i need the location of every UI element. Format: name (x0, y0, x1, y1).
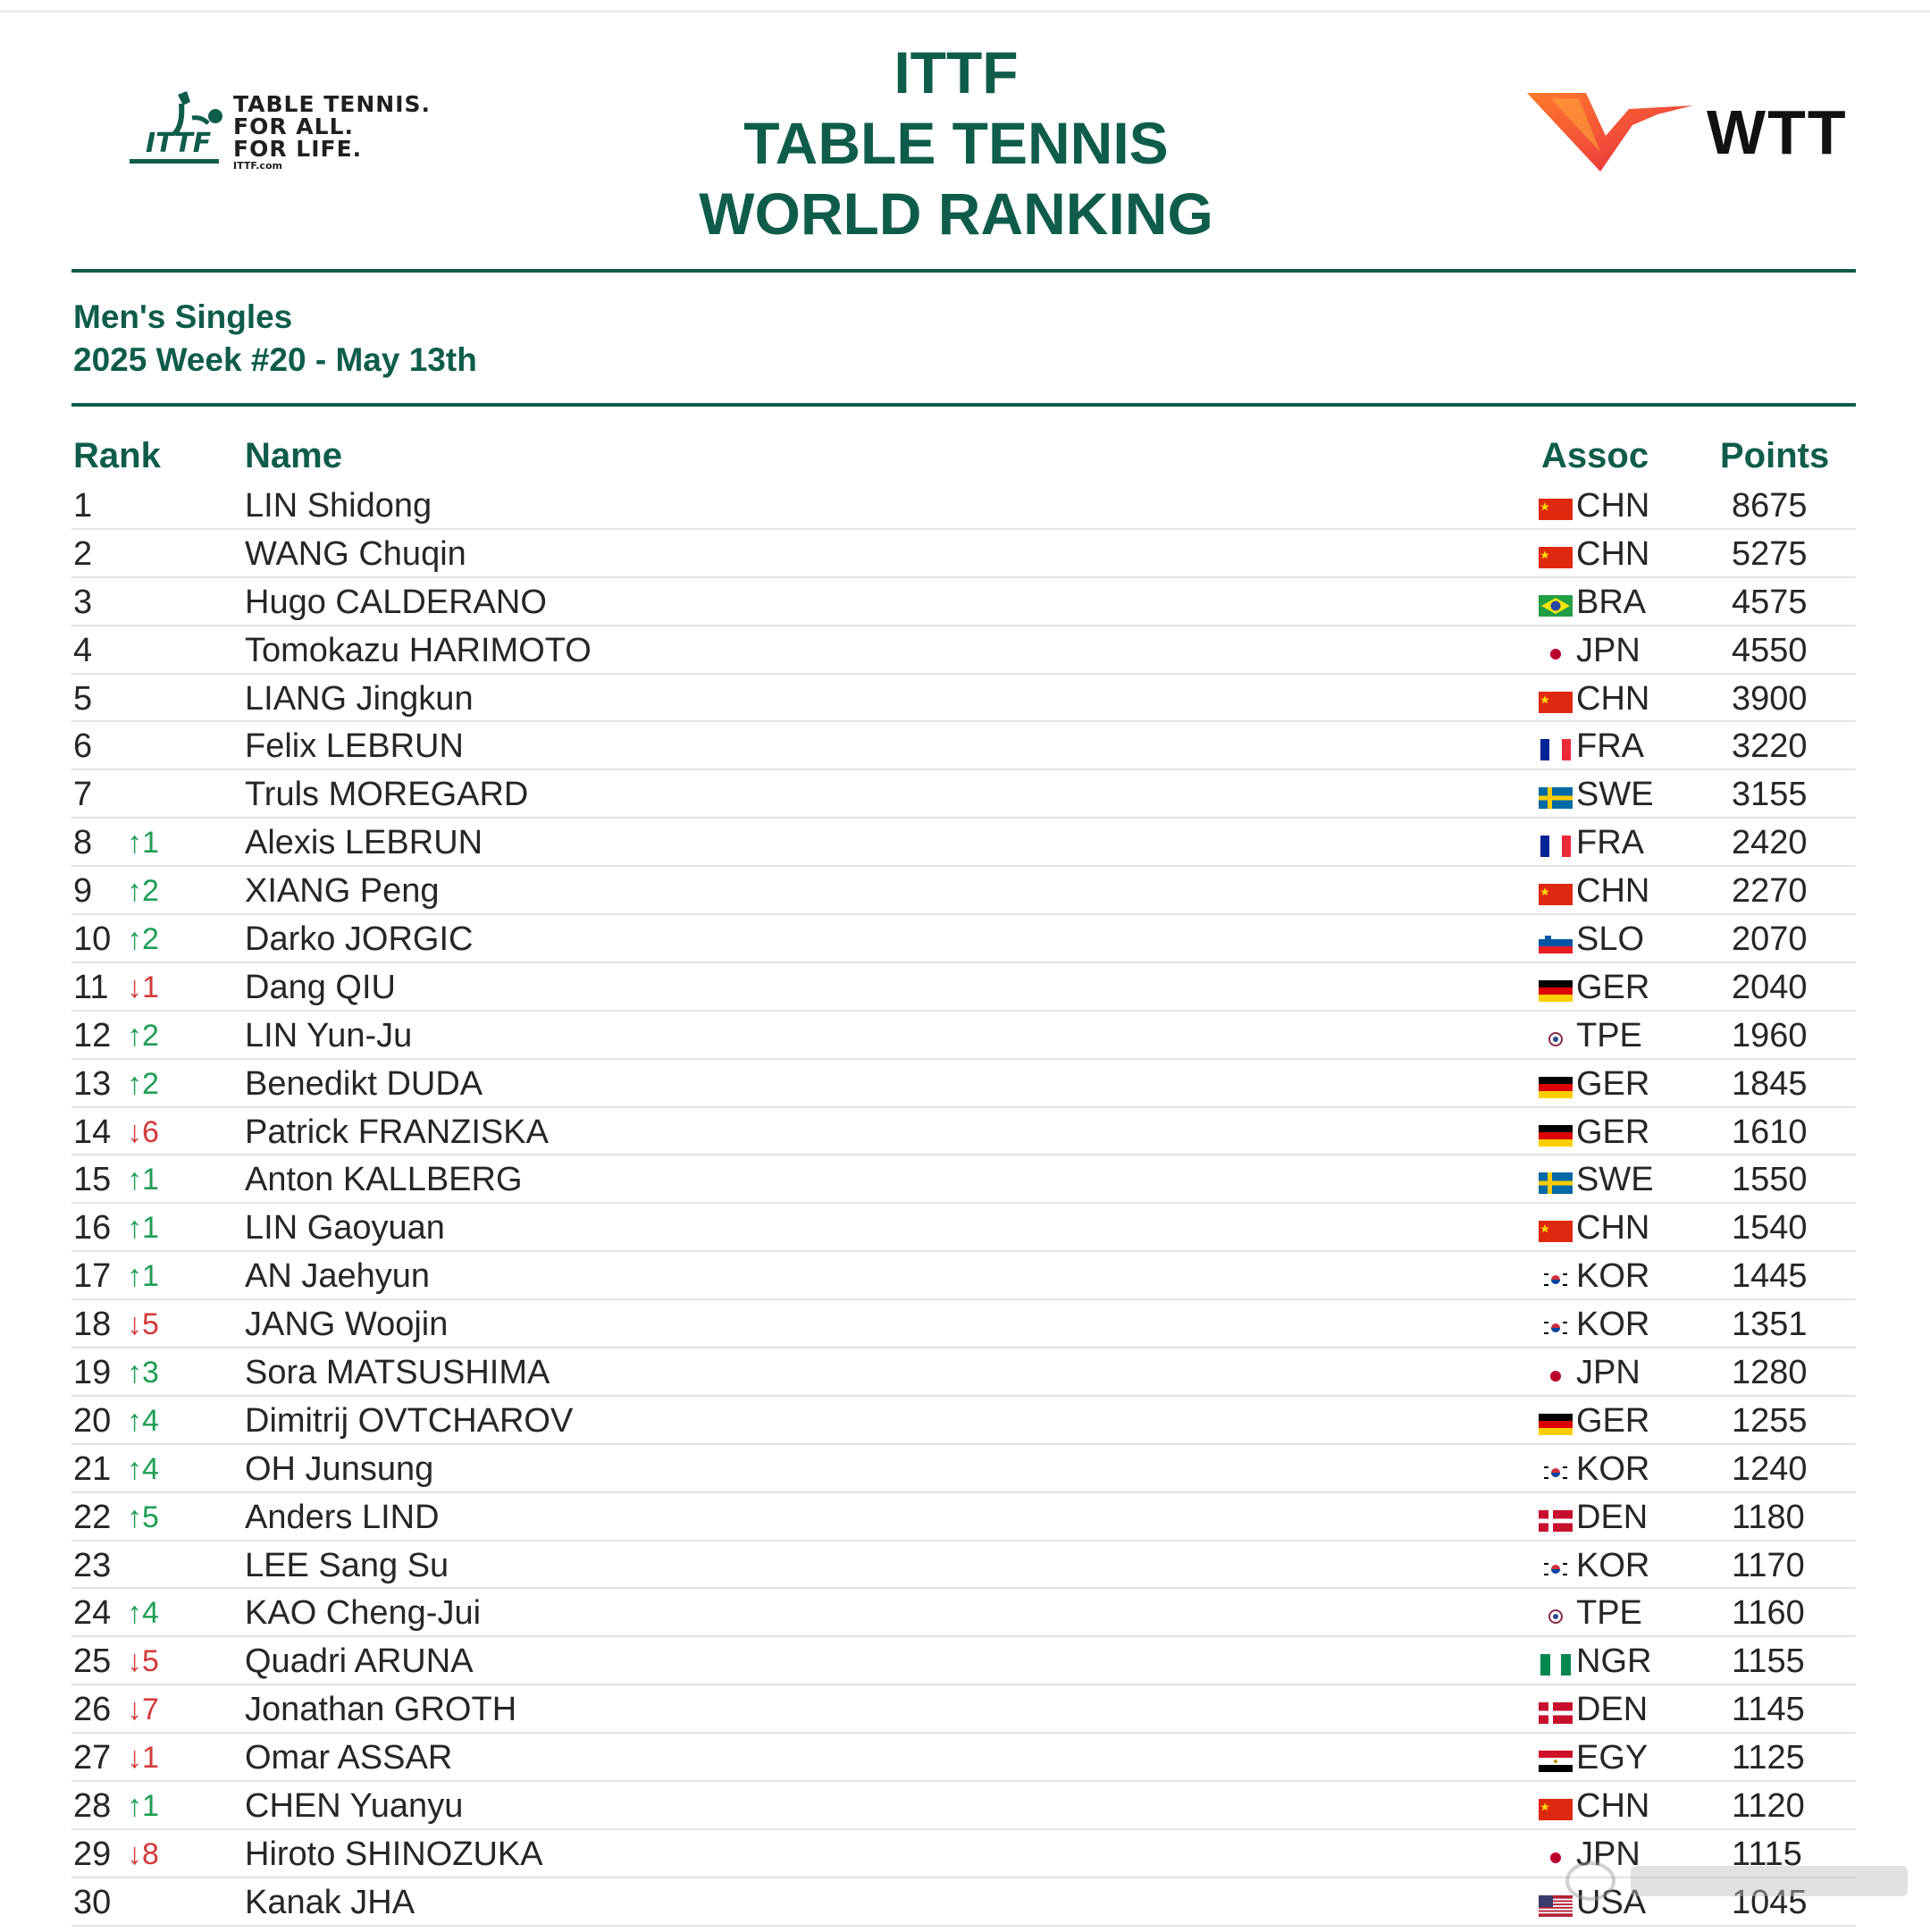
table-row (71, 578, 1856, 626)
assoc-code: SWE (1576, 1161, 1654, 1199)
assoc-code: SLO (1576, 920, 1645, 959)
rank-change: ↓1 (127, 1741, 159, 1776)
points-cell: 1180 (1732, 1498, 1805, 1536)
ittf-mark-text: ITTF (146, 128, 212, 159)
player-name: CHEN Yuanyu (245, 1787, 464, 1826)
player-name: Hugo CALDERANO (245, 583, 547, 621)
wtt-text: WTT (1707, 97, 1848, 167)
brazil-flag-icon (1539, 595, 1573, 617)
assoc-code: JPN (1576, 1354, 1640, 1392)
rank-cell: 20 (73, 1401, 112, 1440)
table-header (71, 429, 1856, 483)
table-row (71, 819, 1856, 867)
assoc-code: GER (1576, 1113, 1650, 1151)
wtt-logo (1523, 89, 1863, 179)
player-name: OH Junsung (245, 1449, 434, 1488)
france-flag-icon (1539, 739, 1573, 760)
player-name: LIN Gaoyuan (245, 1209, 445, 1247)
column-rank: Rank (73, 436, 161, 475)
header-rule (71, 269, 1856, 273)
assoc-code: CHN (1576, 872, 1650, 911)
rank-change: ↑2 (127, 1066, 159, 1101)
denmark-flag-icon (1539, 1702, 1573, 1724)
top-divider (0, 11, 1930, 13)
points-cell: 3220 (1732, 727, 1808, 766)
player-name: Dang QIU (245, 968, 396, 1006)
points-cell: 3900 (1732, 679, 1808, 718)
slovenia-flag-icon (1539, 932, 1573, 953)
subtitle-rule (71, 403, 1856, 407)
player-name: Truls MOREGARD (245, 776, 529, 814)
points-cell: 1550 (1732, 1161, 1808, 1199)
rank-change: ↑2 (127, 922, 159, 957)
points-cell: 1351 (1732, 1306, 1808, 1344)
table-row (71, 675, 1856, 723)
rank-cell: 9 (73, 872, 93, 911)
rank-change: ↑2 (127, 1018, 159, 1053)
rank-change: ↓5 (127, 1307, 159, 1342)
rank-cell: 26 (73, 1691, 112, 1729)
china-flag-icon (1539, 884, 1573, 905)
table-row (71, 1445, 1856, 1493)
player-name: XIANG Peng (245, 872, 440, 911)
assoc-code: JPN (1576, 1835, 1640, 1873)
assoc-code: TPE (1576, 1016, 1642, 1054)
denmark-flag-icon (1539, 1510, 1573, 1532)
table-row (71, 1685, 1856, 1734)
rank-cell: 10 (73, 920, 112, 959)
rank-cell: 25 (73, 1642, 112, 1681)
table-row (71, 1155, 1856, 1204)
assoc-code: CHN (1576, 534, 1650, 573)
table-row (71, 1637, 1856, 1685)
rank-change: ↑1 (127, 1259, 159, 1294)
rank-change: ↑4 (127, 1596, 159, 1631)
chinese-taipei-flag-icon (1539, 1606, 1573, 1627)
assoc-code: DEN (1576, 1498, 1649, 1536)
ittf-paddle-icon (128, 89, 231, 174)
table-row (71, 867, 1856, 915)
sweden-flag-icon (1539, 1172, 1573, 1194)
assoc-code: CHN (1576, 679, 1650, 718)
points-cell: 8675 (1732, 487, 1808, 525)
rank-cell: 6 (73, 727, 93, 766)
points-cell: 1045 (1732, 1883, 1808, 1921)
rank-cell: 11 (73, 968, 109, 1006)
france-flag-icon (1539, 836, 1573, 857)
rank-change: ↑1 (127, 1163, 159, 1197)
rank-change: ↑4 (127, 1451, 159, 1486)
rank-cell: 1 (73, 487, 93, 525)
table-row (71, 1348, 1856, 1397)
table-row (71, 1108, 1856, 1156)
rank-cell: 16 (73, 1209, 112, 1247)
rank-cell: 12 (73, 1016, 112, 1054)
assoc-code: EGY (1576, 1739, 1649, 1777)
germany-flag-icon (1539, 1077, 1573, 1098)
rank-cell: 19 (73, 1354, 112, 1392)
rank-change: ↑1 (127, 1789, 159, 1824)
player-name: Benedikt DUDA (245, 1064, 483, 1103)
table-row (71, 722, 1856, 770)
title-line: WORLD RANKING (699, 181, 1213, 247)
rank-change: ↑2 (127, 874, 159, 909)
rank-cell: 3 (73, 583, 93, 621)
rank-cell: 23 (73, 1546, 112, 1584)
japan-flag-icon (1539, 1365, 1573, 1387)
ranking-table (71, 482, 1856, 1927)
korea-flag-icon (1539, 1558, 1573, 1580)
china-flag-icon (1539, 499, 1573, 520)
chinese-taipei-flag-icon (1539, 1029, 1573, 1050)
table-row (71, 1397, 1856, 1445)
points-cell: 4575 (1732, 583, 1808, 621)
rank-change: ↑1 (127, 826, 159, 861)
points-cell: 1960 (1732, 1016, 1808, 1054)
player-name: LIANG Jingkun (245, 679, 474, 718)
player-name: JANG Woojin (245, 1306, 449, 1344)
player-name: Sora MATSUSHIMA (245, 1354, 550, 1392)
rank-cell: 30 (73, 1883, 112, 1921)
table-row (71, 963, 1856, 1012)
player-name: Anton KALLBERG (245, 1161, 523, 1199)
table-row (71, 1204, 1856, 1252)
ittf-tagline (233, 93, 431, 172)
table-row (71, 1782, 1856, 1830)
assoc-code: KOR (1576, 1546, 1650, 1584)
points-cell: 2420 (1732, 824, 1808, 862)
points-cell: 5275 (1732, 534, 1808, 573)
player-name: AN Jaehyun (245, 1257, 431, 1296)
rank-change: ↓6 (127, 1114, 159, 1149)
points-cell: 1120 (1732, 1787, 1805, 1826)
assoc-code: BRA (1576, 583, 1647, 621)
rank-cell: 22 (73, 1498, 112, 1536)
player-name: LIN Shidong (245, 487, 432, 525)
table-row (71, 482, 1856, 530)
player-name: Anders LIND (245, 1498, 440, 1536)
tagline-line: FOR ALL. (233, 113, 354, 139)
points-cell: 1160 (1732, 1594, 1805, 1633)
germany-flag-icon (1539, 980, 1573, 1002)
korea-flag-icon (1539, 1462, 1573, 1483)
assoc-code: GER (1576, 1064, 1650, 1103)
ranking-subtitle (73, 296, 477, 382)
rank-cell: 21 (73, 1449, 112, 1488)
assoc-code: TPE (1576, 1594, 1642, 1633)
tagline-line: TABLE TENNIS. (233, 91, 432, 117)
rank-cell: 14 (73, 1113, 112, 1151)
points-cell: 2070 (1732, 920, 1808, 959)
player-name: LEE Sang Su (245, 1546, 449, 1584)
rank-change: ↓1 (127, 970, 159, 1004)
rank-cell: 18 (73, 1306, 112, 1344)
rank-change: ↓5 (127, 1644, 159, 1679)
rank-change: ↓8 (127, 1836, 159, 1871)
rank-cell: 24 (73, 1594, 112, 1633)
rank-change: ↓7 (127, 1693, 159, 1727)
player-name: WANG Chuqin (245, 534, 466, 573)
tagline-line: FOR LIFE. (233, 136, 363, 162)
assoc-code: KOR (1576, 1306, 1650, 1344)
assoc-code: FRA (1576, 824, 1644, 862)
rank-change: ↑4 (127, 1403, 159, 1438)
table-row (71, 1252, 1856, 1300)
points-cell: 1145 (1732, 1691, 1805, 1729)
table-row (71, 915, 1856, 963)
assoc-code: CHN (1576, 487, 1650, 525)
player-name: Kanak JHA (245, 1883, 415, 1921)
japan-flag-icon (1539, 643, 1573, 665)
assoc-code: KOR (1576, 1449, 1650, 1488)
points-cell: 3155 (1732, 776, 1808, 814)
table-row (71, 1734, 1856, 1782)
column-name: Name (245, 436, 342, 475)
player-name: Alexis LEBRUN (245, 824, 483, 862)
rank-cell: 13 (73, 1064, 112, 1103)
table-row (71, 626, 1856, 675)
points-cell: 1240 (1732, 1449, 1808, 1488)
points-cell: 1445 (1732, 1257, 1808, 1296)
rank-cell: 29 (73, 1835, 112, 1873)
points-cell: 2270 (1732, 872, 1808, 911)
player-name: Jonathan GROTH (245, 1691, 517, 1729)
assoc-code: CHN (1576, 1209, 1650, 1247)
rank-cell: 4 (73, 631, 93, 669)
rank-cell: 2 (73, 534, 93, 573)
player-name: Felix LEBRUN (245, 727, 464, 766)
player-name: Hiroto SHINOZUKA (245, 1835, 543, 1873)
china-flag-icon (1539, 1221, 1573, 1242)
rank-cell: 8 (73, 824, 93, 862)
china-flag-icon (1539, 692, 1573, 713)
player-name: Dimitrij OVTCHAROV (245, 1401, 574, 1440)
korea-flag-icon (1539, 1317, 1573, 1339)
player-name: LIN Yun-Ju (245, 1016, 413, 1054)
category-label: Men's Singles (73, 298, 293, 335)
player-name: Tomokazu HARIMOTO (245, 631, 592, 669)
points-cell: 2040 (1732, 968, 1808, 1006)
rank-change: ↑1 (127, 1211, 159, 1246)
china-flag-icon (1539, 547, 1573, 568)
points-cell: 1155 (1732, 1642, 1805, 1681)
rank-cell: 15 (73, 1161, 112, 1199)
rank-cell: 28 (73, 1787, 112, 1826)
germany-flag-icon (1539, 1414, 1573, 1435)
player-name: Patrick FRANZISKA (245, 1113, 549, 1151)
germany-flag-icon (1539, 1125, 1573, 1147)
rank-cell: 5 (73, 679, 93, 718)
player-name: KAO Cheng-Jui (245, 1594, 482, 1633)
assoc-code: CHN (1576, 1787, 1650, 1826)
rank-change: ↑5 (127, 1499, 159, 1534)
table-row (71, 1060, 1856, 1108)
points-cell: 1610 (1732, 1113, 1808, 1151)
assoc-code: DEN (1576, 1691, 1649, 1729)
points-cell: 1280 (1732, 1354, 1808, 1392)
rank-change: ↑3 (127, 1356, 159, 1390)
nigeria-flag-icon (1539, 1654, 1573, 1676)
table-row (71, 770, 1856, 819)
table-row (71, 1012, 1856, 1060)
points-cell: 1115 (1732, 1835, 1802, 1873)
title-line: TABLE TENNIS (743, 110, 1169, 176)
page-title (643, 38, 1269, 249)
column-points: Points (1720, 436, 1830, 475)
table-row (71, 1300, 1856, 1348)
ittf-site: ITTF.com (233, 160, 282, 172)
assoc-code: KOR (1576, 1257, 1650, 1296)
player-name: Quadri ARUNA (245, 1642, 474, 1681)
sweden-flag-icon (1539, 787, 1573, 809)
points-cell: 1170 (1732, 1546, 1805, 1584)
assoc-code: GER (1576, 1401, 1650, 1440)
watermark (1559, 1850, 1930, 1912)
assoc-code: SWE (1576, 776, 1654, 814)
column-assoc: Assoc (1541, 436, 1649, 475)
korea-flag-icon (1539, 1269, 1573, 1290)
assoc-code: NGR (1576, 1642, 1652, 1681)
assoc-code: GER (1576, 968, 1650, 1006)
ittf-logo (128, 89, 432, 179)
rank-cell: 7 (73, 776, 93, 814)
week-label: 2025 Week #20 - May 13th (73, 341, 477, 378)
table-row (71, 1493, 1856, 1541)
china-flag-icon (1539, 1799, 1573, 1820)
title-line: ITTF (894, 39, 1019, 105)
table-row (71, 530, 1856, 578)
table-row (71, 1589, 1856, 1637)
player-name: Omar ASSAR (245, 1739, 453, 1777)
points-cell: 4550 (1732, 631, 1808, 669)
points-cell: 1845 (1732, 1064, 1808, 1103)
egypt-flag-icon (1539, 1751, 1573, 1772)
assoc-code: FRA (1576, 727, 1644, 766)
assoc-code: USA (1576, 1883, 1647, 1921)
table-row (71, 1541, 1856, 1590)
rank-cell: 27 (73, 1739, 112, 1777)
points-cell: 1125 (1732, 1739, 1805, 1777)
points-cell: 1540 (1732, 1209, 1808, 1247)
assoc-code: JPN (1576, 631, 1640, 669)
points-cell: 1255 (1732, 1401, 1808, 1440)
player-name: Darko JORGIC (245, 920, 474, 959)
rank-cell: 17 (73, 1257, 112, 1296)
wtt-wing-icon (1523, 89, 1702, 179)
